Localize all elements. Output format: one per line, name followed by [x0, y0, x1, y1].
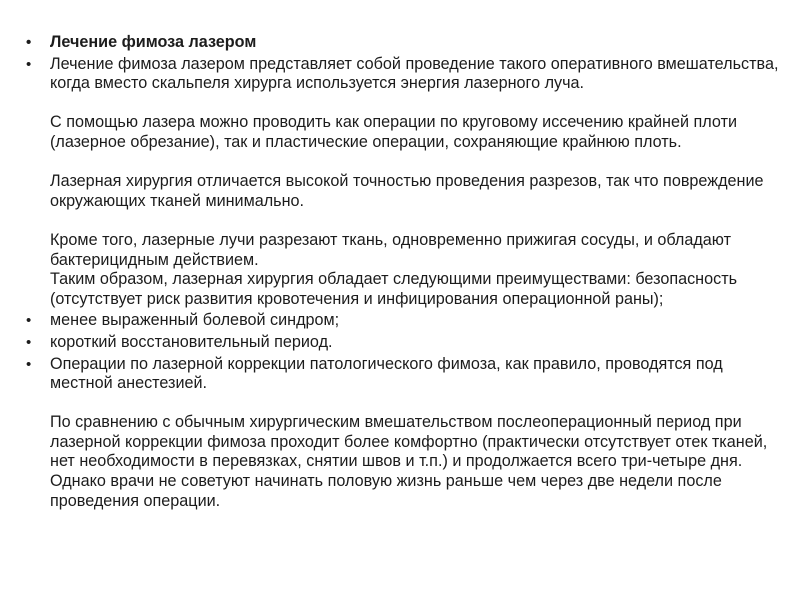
bullet-laser-treatment	[26, 55, 786, 310]
paragraph-definition: • Лечение фимоза лазером представляет собой проведение такого оперативного вмешательства, когда вместо скальпеля хирурга используется энергия лазерного луча.	[50, 54, 779, 93]
paragraph-local-anesthesia: • Операции по лазерной коррекции патологического фимоза, как правило, проводятся под местной анестезией.	[50, 354, 723, 393]
bullet-anesthesia	[26, 355, 786, 512]
bullet-title	[26, 33, 786, 53]
bullet-short-recovery-text: короткий восстановительный период.	[50, 332, 333, 351]
paragraph-bactericidal: Кроме того, лазерные лучи разрезают ткань, одновременно прижигая сосуды, и обладают бактерицидным действием.	[50, 230, 732, 269]
bullet-short-recovery	[26, 333, 786, 353]
bullet-less-pain-text: менее выраженный болевой синдром;	[50, 311, 340, 330]
paragraph-advantages: Таким образом, лазерная хирургия обладает следующими преимуществами: безопасность (отсутствует риск развития кровотечения и инфицирования операционной раны);	[50, 270, 738, 308]
paragraph-operation-types: С помощью лазера можно проводить как операции по круговому иссечению крайней плоти (лазерное обрезание), так и пластические операции, сохраняющие крайнюю плоть.	[50, 113, 738, 151]
paragraph-precision: Лазерная хирургия отличается высокой точностью проведения разрезов, так что повреждение окружающих тканей минимально.	[50, 172, 764, 210]
bullet-less-pain	[26, 311, 786, 331]
bullet-list	[26, 33, 786, 513]
slide-title: Лечение фимоза лазером	[50, 33, 257, 51]
paragraph-postoperative: По сравнению с обычным хирургическим вмешательством послеоперационный период при лазерной коррекции фимоза проходит более комфортно (практически отсутствует отек тканей, нет необходимости в перевязках, снятии швов и т.п.) и продолжается всего три-четыре дня. Однако врачи не советуют начинать половую жизнь раньше чем через две недели после проведения операции.	[50, 413, 768, 510]
